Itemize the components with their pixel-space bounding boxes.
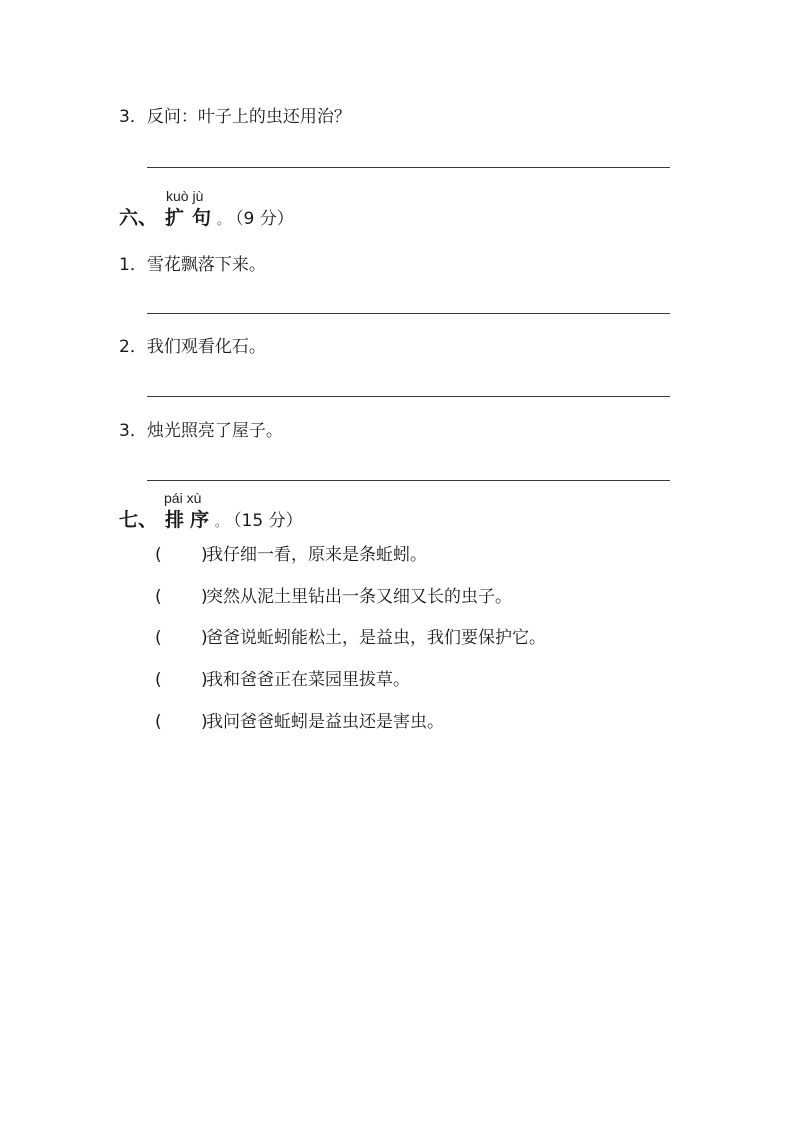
question-text: 雪花飘落下来。 xyxy=(146,255,266,275)
title-char: 排 xyxy=(165,509,185,531)
question-text: 反问：叶子上的虫还用治？ xyxy=(146,107,351,127)
question-number: 3． xyxy=(119,421,147,441)
order-text: 我和爸爸正在菜园里拔草。 xyxy=(206,670,410,690)
order-blank-open[interactable]: ( xyxy=(155,628,162,648)
question-text: 我们观看化石。 xyxy=(146,337,266,357)
order-text: 突然从泥土里钻出一条又细又长的虫子。 xyxy=(206,587,512,607)
order-item xyxy=(155,628,675,648)
answer-line-5-3[interactable] xyxy=(147,167,670,168)
section-6-heading xyxy=(119,207,294,231)
order-text: 爸爸说蚯蚓能松土，是益虫，我们要保护它。 xyxy=(206,628,546,648)
order-blank-close: ) xyxy=(201,670,208,690)
section-index: 六、 xyxy=(119,207,158,229)
question-5-3 xyxy=(119,107,351,127)
order-item xyxy=(155,587,675,607)
section-6-pinyin: kuò jù xyxy=(166,188,204,204)
order-blank-open[interactable]: ( xyxy=(155,712,162,732)
title-char: 扩 xyxy=(165,207,185,229)
question-number: 1． xyxy=(119,255,147,275)
title-char: 序 xyxy=(190,509,210,531)
question-number: 3． xyxy=(119,107,147,127)
question-6-1 xyxy=(119,255,266,275)
order-blank-open[interactable]: ( xyxy=(155,670,162,690)
order-text: 我仔细一看，原来是条蚯蚓。 xyxy=(206,545,427,565)
question-text: 烛光照亮了屋子。 xyxy=(146,421,283,441)
section-score: （9 分） xyxy=(235,209,294,229)
order-blank-close: ) xyxy=(201,545,208,565)
order-blank-open[interactable]: ( xyxy=(155,587,162,607)
question-6-2 xyxy=(119,337,266,357)
title-period: 。 xyxy=(215,515,228,529)
answer-line-6-2[interactable] xyxy=(147,396,670,397)
section-score: （15 分） xyxy=(233,511,303,531)
order-text: 我问爸爸蚯蚓是益虫还是害虫。 xyxy=(206,712,444,732)
section-7-heading xyxy=(119,509,303,533)
section-index: 七、 xyxy=(119,509,158,531)
order-item xyxy=(155,545,675,565)
answer-line-6-1[interactable] xyxy=(147,313,670,314)
title-period: 。 xyxy=(217,213,230,227)
order-item xyxy=(155,712,675,732)
answer-line-6-3[interactable] xyxy=(147,480,670,481)
order-blank-close: ) xyxy=(201,628,208,648)
order-item xyxy=(155,670,675,690)
order-blank-close: ) xyxy=(201,712,208,732)
question-6-3 xyxy=(119,421,283,441)
order-blank-close: ) xyxy=(201,587,208,607)
section-7-pinyin: pái xù xyxy=(164,490,202,506)
question-number: 2． xyxy=(119,337,147,357)
order-blank-open[interactable]: ( xyxy=(155,545,162,565)
title-char: 句 xyxy=(192,207,212,229)
